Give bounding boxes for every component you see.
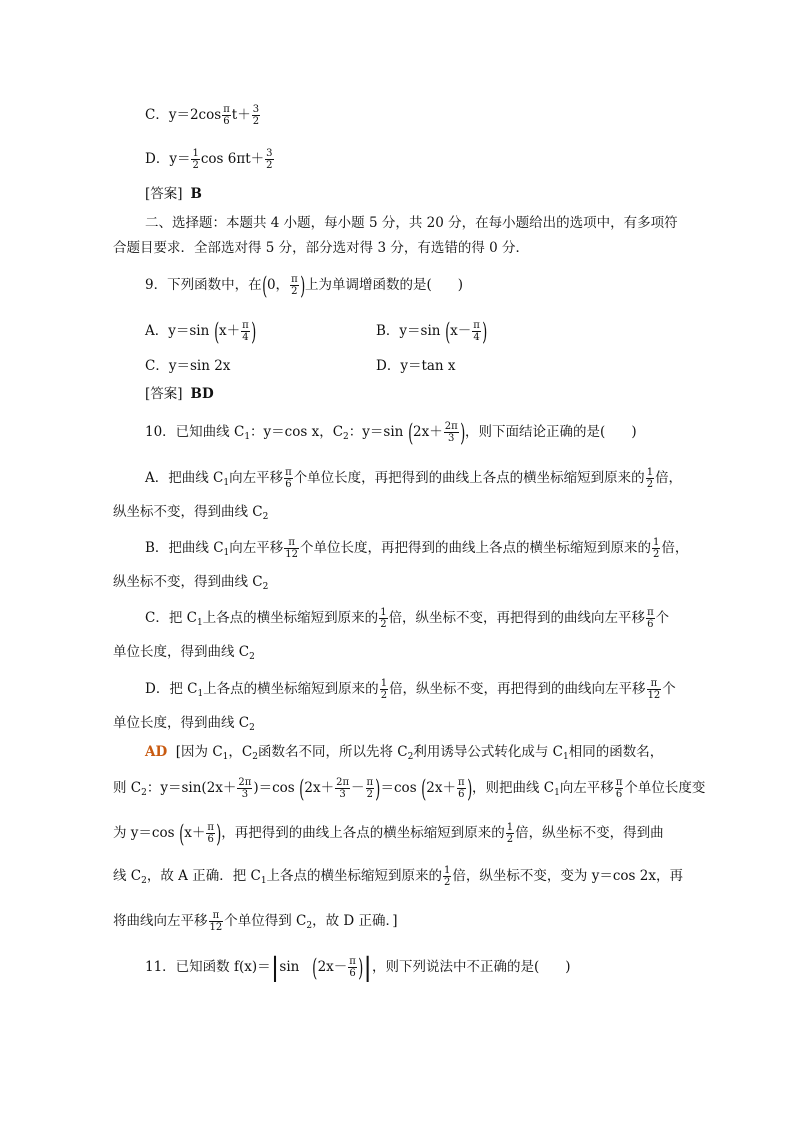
denominator: 2 — [291, 286, 298, 297]
option-text: A．把曲线 C — [145, 470, 224, 486]
option-text: 上各点的横坐标缩短到原来的 — [202, 610, 379, 626]
fraction — [457, 777, 466, 800]
numerator: 2π — [444, 421, 458, 432]
stem-text: 2x－ — [317, 959, 348, 975]
answer-value: BD — [190, 386, 214, 402]
stem-text: ，则下列说法中不正确的是( — [372, 959, 540, 975]
subscript: 2 — [141, 788, 147, 798]
q9-option-c — [145, 356, 230, 378]
denominator: 6 — [647, 619, 654, 630]
q8-option-c — [145, 104, 261, 126]
numerator: π — [647, 607, 654, 618]
numerator: 1 — [444, 865, 451, 876]
close-paren: ) — [481, 317, 488, 346]
option-text: t＋ — [231, 107, 251, 123]
stem-text: ) — [457, 277, 464, 293]
option-text: 个 — [655, 610, 670, 626]
solution-text: x＋ — [184, 825, 206, 841]
option-label: B． — [376, 323, 400, 339]
solution-text: 向左平移 — [559, 780, 614, 796]
stem-text: 2x＋ — [413, 424, 443, 440]
option-text: 个单位长度，再把得到的曲线上各点的横坐标缩短到原来的 — [293, 470, 645, 486]
stem-text: ：y＝cos x，C — [250, 424, 344, 440]
solution-text: 函数名不同，所以先将 C — [257, 744, 408, 760]
close-paren: ) — [250, 317, 256, 346]
numerator: π — [473, 320, 480, 331]
stem-text: ：y＝sin — [348, 424, 404, 440]
answer-tag: AD — [145, 744, 168, 760]
solution-text: 线 C — [113, 868, 142, 884]
option-text: y＝2cos — [168, 107, 222, 123]
solution-text: ，则把曲线 C — [471, 780, 555, 796]
fraction — [444, 421, 459, 444]
denominator: 3 — [241, 789, 249, 800]
fraction — [209, 910, 224, 933]
subscript: 2 — [343, 432, 349, 442]
option-text: 纵坐标不变，得到曲线 C — [113, 574, 263, 590]
fraction — [335, 777, 350, 800]
subscript: 1 — [222, 752, 229, 762]
numerator: 1 — [646, 467, 654, 478]
subscript: 2 — [141, 876, 147, 886]
numerator: π — [349, 956, 356, 967]
option-label: A． — [145, 323, 169, 339]
q11-stem — [145, 952, 571, 983]
fraction — [284, 537, 299, 560]
fraction — [647, 678, 662, 701]
fraction — [290, 274, 299, 297]
subscript: 1 — [562, 752, 569, 762]
solution-text: 为 y＝cos — [113, 825, 175, 841]
solution-text: 将曲线向左平移 — [113, 913, 208, 929]
fraction — [472, 320, 481, 343]
option-text: 单位长度，得到曲线 C — [113, 644, 250, 660]
subscript: 1 — [223, 548, 230, 558]
fraction — [366, 777, 375, 800]
subscript: 2 — [306, 921, 313, 931]
subscript: 1 — [554, 788, 560, 798]
q10-solution-line2 — [113, 774, 706, 803]
fraction — [348, 956, 357, 979]
stem-text: 11．已知函数 f(x)＝ — [145, 959, 271, 975]
option-label: D． — [145, 151, 170, 167]
numerator: 3 — [252, 104, 260, 115]
solution-text: ：y＝sin(2x＋ — [146, 780, 237, 796]
stem-text: ) — [565, 959, 571, 975]
solution-text: ＝cos — [380, 780, 417, 796]
subscript: 2 — [252, 752, 258, 762]
subscript: 1 — [223, 478, 230, 488]
numerator: π — [647, 678, 662, 690]
numerator: 1 — [192, 148, 199, 159]
option-text: 单位长度，得到曲线 C — [113, 715, 250, 731]
numerator: 2π — [336, 777, 350, 788]
q10-solution-line3 — [113, 819, 664, 848]
q10-option-b-line1 — [145, 537, 688, 559]
close-bracket: ) — [299, 271, 305, 300]
q10-solution-line1 — [145, 742, 663, 764]
numerator: π — [207, 822, 214, 833]
option-text: cos 6πt＋ — [200, 151, 265, 167]
denominator: 6 — [615, 789, 623, 800]
answer-label: [答案] — [145, 186, 183, 202]
q10-solution-line4 — [113, 865, 683, 887]
q9-option-b — [376, 317, 488, 346]
fraction — [191, 148, 199, 171]
fraction — [265, 148, 273, 171]
subscript: 2 — [407, 752, 414, 762]
denominator: 6 — [458, 789, 465, 800]
q9-stem — [145, 271, 464, 300]
stem-text: 9．下列函数中，在 — [145, 277, 262, 293]
denominator: 4 — [473, 332, 480, 343]
option-text: C．把 C — [145, 610, 197, 626]
subscript: 1 — [244, 432, 251, 442]
denominator: 6 — [349, 968, 356, 979]
fraction — [379, 607, 387, 630]
denominator: 6 — [285, 479, 292, 490]
fraction — [443, 865, 451, 888]
option-text: 上各点的横坐标缩短到原来的 — [203, 681, 379, 697]
q9-option-d — [376, 356, 456, 378]
stem-text: 0， — [266, 277, 290, 293]
close-paren: ) — [216, 819, 222, 848]
open-paren: ( — [178, 819, 185, 848]
subscript: 1 — [260, 876, 267, 886]
stem-text: sin — [279, 959, 300, 975]
numerator: 1 — [506, 822, 514, 833]
q10-solution-line5 — [113, 910, 398, 932]
q10-stem — [145, 418, 637, 447]
option-text: 个 — [662, 681, 676, 697]
numerator: 3 — [266, 148, 273, 159]
option-text: 向左平移 — [229, 540, 284, 556]
section2-line2: 合题目要求．全部选对得 5 分，部分选对得 3 分，有选错的得 0 分． — [113, 240, 530, 256]
q10-option-a-line1 — [145, 467, 682, 489]
option-text: x＋ — [219, 323, 241, 339]
open-paren: ( — [444, 317, 451, 346]
numerator: π — [284, 537, 299, 549]
solution-text: )＝cos — [253, 780, 295, 796]
option-text: y＝ — [169, 151, 191, 167]
denominator: 2 — [506, 834, 514, 845]
option-text: y＝sin 2x — [168, 358, 231, 374]
numerator: π — [209, 910, 224, 922]
answer-label: [答案] — [145, 386, 183, 402]
solution-text: ，C — [228, 744, 253, 760]
q9-option-a — [145, 317, 256, 346]
denominator: 12 — [209, 922, 223, 933]
numerator: 1 — [380, 678, 388, 689]
q10-option-c-line1 — [145, 607, 669, 629]
numerator: π — [458, 777, 465, 788]
option-text: 向左平移 — [229, 470, 284, 486]
option-label: D． — [376, 358, 401, 374]
subscript: 2 — [262, 582, 269, 592]
option-label: C． — [145, 107, 169, 123]
option-text: 个单位长度，再把得到的曲线上各点的横坐标缩短到原来的 — [300, 540, 652, 556]
close-paren: ) — [459, 418, 465, 447]
solution-text: － — [351, 780, 365, 796]
option-text: 倍，纵坐标不变，再把得到的曲线向左平移 — [388, 610, 646, 626]
option-text: D．把 C — [145, 681, 198, 697]
denominator: 2 — [444, 877, 451, 888]
open-bracket: ( — [261, 271, 267, 300]
option-text: y＝tan x — [400, 358, 456, 374]
fraction — [652, 537, 660, 560]
denominator: 2 — [266, 160, 273, 171]
solution-text: 倍，纵坐标不变，得到曲 — [515, 825, 664, 841]
solution-text: 2x＋ — [304, 780, 335, 796]
stem-text: 10．已知曲线 C — [145, 424, 245, 440]
abs-bar-left: | — [270, 952, 280, 983]
solution-text: 个单位长度变 — [624, 780, 706, 796]
numerator: π — [366, 777, 374, 788]
solution-text: ，故 D 正确．] — [312, 913, 398, 929]
denominator: 2 — [653, 549, 660, 560]
option-text: y＝sin — [168, 323, 210, 339]
q10-option-c-line2 — [113, 642, 255, 664]
solution-text: 则 C — [113, 780, 142, 796]
fraction — [206, 822, 215, 845]
subscript: 2 — [249, 723, 255, 733]
q10-option-d-line1 — [145, 678, 676, 700]
numerator: π — [242, 320, 249, 331]
fraction — [284, 467, 293, 490]
solution-text: 个单位得到 C — [224, 913, 307, 929]
subscript: 2 — [262, 512, 269, 522]
solution-text: [因为 C — [175, 744, 223, 760]
close-paren: ) — [375, 774, 381, 803]
fraction — [252, 104, 260, 127]
option-text: 倍，纵坐标不变，再把得到的曲线向左平移 — [389, 681, 646, 697]
solution-text: ，故 A 正确．把 C — [146, 868, 261, 884]
close-paren: ) — [466, 774, 472, 803]
numerator: 1 — [380, 607, 387, 618]
fraction — [646, 467, 654, 490]
denominator: 2 — [192, 160, 199, 171]
denominator: 2 — [380, 690, 388, 701]
subscript: 1 — [196, 618, 203, 628]
denominator: 2 — [646, 479, 654, 490]
q10-option-d-line2 — [113, 713, 255, 735]
option-label: C． — [145, 358, 169, 374]
stem-text: ) — [631, 424, 637, 440]
denominator: 3 — [339, 789, 346, 800]
fraction — [222, 104, 231, 127]
solution-text: 相同的函数名， — [568, 744, 664, 760]
denominator: 6 — [207, 834, 214, 845]
fraction — [241, 320, 250, 343]
q10-option-a-line2 — [113, 502, 268, 524]
solution-text: 上各点的横坐标缩短到原来的 — [266, 868, 443, 884]
fraction — [380, 678, 388, 701]
numerator: π — [223, 104, 230, 115]
denominator: 2 — [252, 116, 260, 127]
option-text: x－ — [450, 323, 472, 339]
subscript: 1 — [197, 689, 204, 699]
denominator: 12 — [285, 549, 299, 560]
q9-answer — [145, 384, 214, 406]
option-text: 倍， — [661, 540, 689, 556]
numerator: π — [615, 777, 623, 788]
numerator: π — [285, 467, 292, 478]
option-text: y＝sin — [399, 323, 441, 339]
option-text: 倍， — [655, 470, 683, 486]
open-paren: ( — [312, 953, 318, 982]
stem-text: ，则下面结论正确的是( — [465, 424, 606, 440]
solution-text: ，再把得到的曲线上各点的横坐标缩短到原来的 — [221, 825, 505, 841]
open-paren: ( — [421, 774, 427, 803]
numerator: 1 — [653, 537, 660, 548]
denominator: 12 — [647, 690, 661, 701]
denominator: 4 — [242, 332, 249, 343]
open-paren: ( — [299, 774, 305, 803]
solution-text: 2x＋ — [426, 780, 456, 796]
fraction — [615, 777, 624, 800]
fraction — [506, 822, 514, 845]
numerator: π — [291, 274, 298, 285]
abs-bar-right: | — [363, 952, 373, 983]
close-paren: ) — [357, 953, 364, 982]
q8-option-d — [145, 148, 275, 170]
option-text: B．把曲线 C — [145, 540, 224, 556]
denominator: 2 — [380, 619, 387, 630]
denominator: 3 — [448, 433, 455, 444]
subscript: 2 — [249, 652, 255, 662]
stem-text: 上为单调增函数的是( — [305, 277, 432, 293]
denominator: 6 — [223, 116, 230, 127]
q8-answer — [145, 184, 202, 206]
q10-option-b-line2 — [113, 572, 268, 594]
open-paren: ( — [407, 418, 413, 447]
section2-line1: 二、选择题：本题共 4 小题，每小题 5 分，共 20 分，在每小题给出的选项中，有多项符 — [145, 215, 678, 231]
numerator: 2π — [238, 777, 252, 788]
fraction — [646, 607, 655, 630]
solution-text: 倍，纵坐标不变，变为 y＝cos 2x，再 — [452, 868, 683, 884]
fraction — [237, 777, 252, 800]
denominator: 2 — [366, 789, 374, 800]
option-text: 纵坐标不变，得到曲线 C — [113, 504, 263, 520]
answer-value: B — [190, 186, 202, 202]
solution-text: 利用诱导公式转化成与 C — [413, 744, 563, 760]
open-paren: ( — [213, 317, 219, 346]
